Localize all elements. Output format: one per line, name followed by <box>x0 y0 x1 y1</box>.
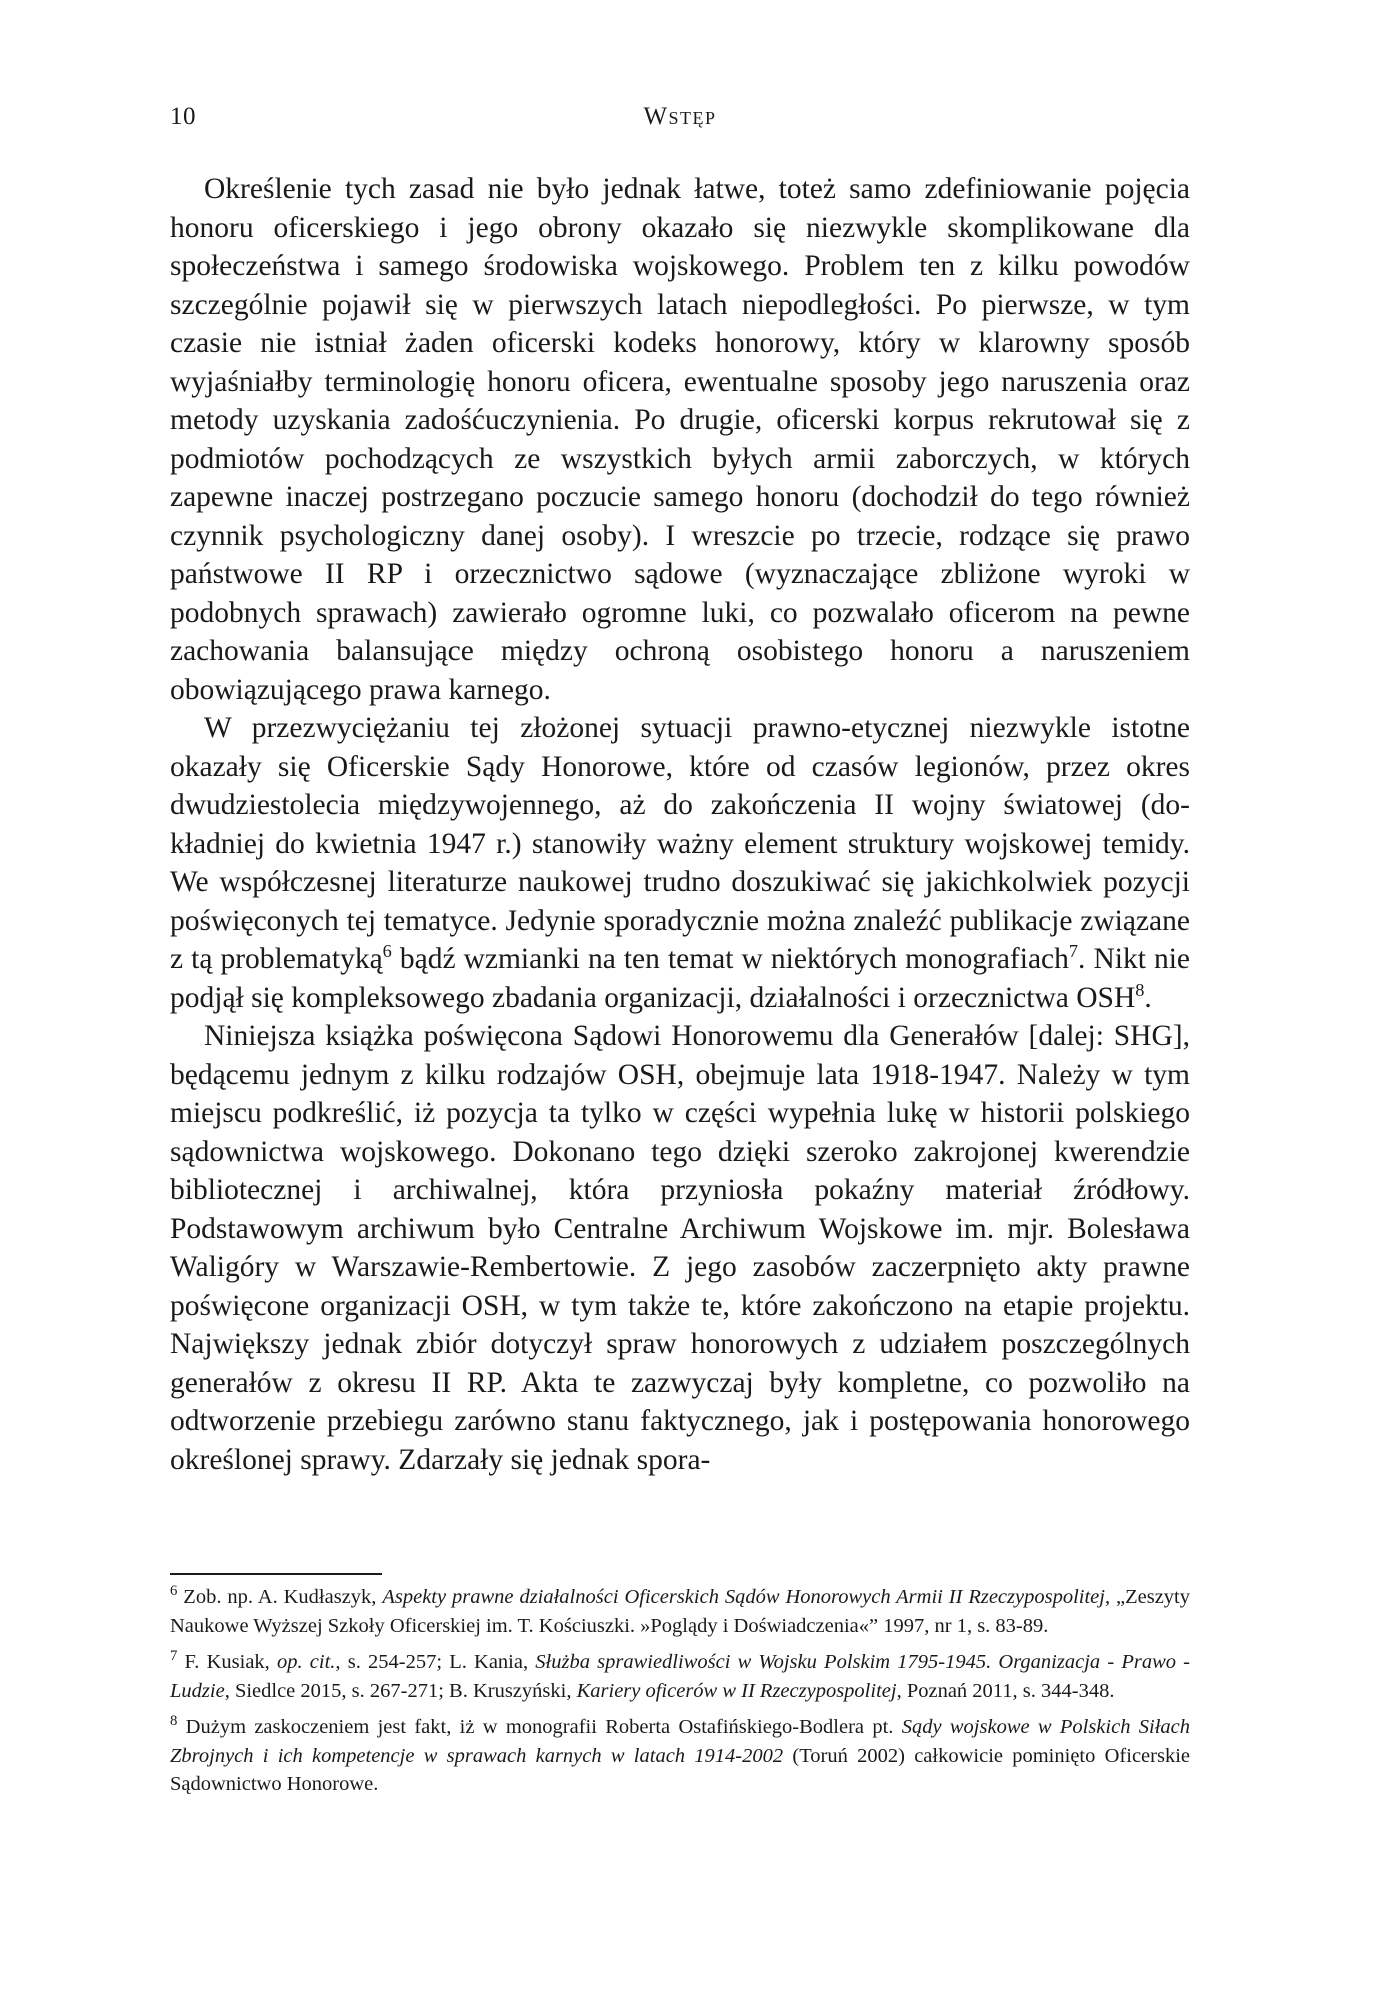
footnote-text: Dużym zaskoczeniem jest fakt, iż w monografii Roberta Ostafińskiego-Bodlera pt. <box>177 1716 902 1738</box>
footnotes <box>170 1583 1190 1807</box>
footnote-title: Służba sprawiedliwości w Wojsku Polskim 1795-1945. Organizacja - Prawo - Ludzie <box>170 1651 1190 1702</box>
footnote-text: , Siedlce 2015, s. 267-271; B. Kruszyński, <box>224 1679 577 1702</box>
paragraph-text: . <box>1144 981 1152 1014</box>
footnote-divider <box>170 1573 382 1575</box>
running-title: Wstęp <box>643 103 717 130</box>
footnote-text: , s. 254-257; L. Kania, <box>335 1651 536 1673</box>
footnote-text: F. Kusiak, <box>177 1651 277 1673</box>
paragraph-1: Określenie tych zasad nie było jednak łatwe, toteż samo zdefiniowanie pojęcia honoru oficerskiego i jego obrony okazało się niezwykle skomplikowane dla społeczeństwa i samego środowiska wojskowego. Problem ten z kilku powodów szczególnie pojawił się w pierwszych latach niepodległości. Po pierwsze, w tym czasie nie istniał żaden oficerski kodeks honorowy, który w klarowny sposób wyjaśniałby terminologię honoru oficera, ewentualne sposoby jego naruszenia oraz metody uzyskania zadośćuczynienia. Po drugie, oficerski korpus rekrutował się z podmiotów pochodzących ze wszystkich byłych armii zaborczych, w których zapewne inaczej postrzegano poczucie samego honoru (dochodził do tego również czynnik psychologiczny danej osoby). I wreszcie po trzecie, rodzące się prawo państwowe II RP i orzecznictwo sądowe (wyznaczające zbliżone wyroki w podobnych sprawach) zawierało ogromne luki, co pozwalało oficerom na pewne zachowania balansujące między ochroną osobistego honoru a naruszeniem obowiązującego prawa karnego. <box>170 173 1190 706</box>
footnote-number: 8 <box>170 1713 178 1730</box>
paragraph-2 <box>170 709 1190 1017</box>
footnote-title: Sądy wojskowe w Polskich Siłach Zbrojnych i ich kompetencje w sprawach karnych w latach 1914-2002 <box>170 1716 1190 1767</box>
footnote-8 <box>170 1713 1190 1799</box>
footnote-number: 7 <box>170 1648 178 1665</box>
footnote-ref: 8 <box>1135 979 1145 1000</box>
footnote-title: Kariery oficerów w II Rzeczypospolitej <box>576 1679 897 1702</box>
footnote-text: Zob. np. A. Kudłaszyk, <box>177 1586 383 1608</box>
footnote-text: , „Zeszyty Naukowe Wyższej Szkoły Oficerskiej im. T. Kościuszki. »Poglądy i Doświadczenia«” 1997, nr 1, s. 83-89. <box>170 1586 1191 1637</box>
footnote-text: (Toruń 2002) całkowicie pominięto Oficerskie Sądownictwo Honorowe. <box>170 1744 1190 1795</box>
footnote-ref: 7 <box>1068 941 1079 962</box>
footnote-7 <box>170 1648 1190 1705</box>
paragraph-text: bądź wzmianki na ten temat w niektórych monografiach <box>391 943 1069 975</box>
footnote-ref: 6 <box>382 941 392 962</box>
footnote-number: 6 <box>170 1583 178 1600</box>
footnote-title: Aspekty prawne działalności Oficerskich Sądów Honorowych Armii II Rzeczypospolitej <box>382 1586 1105 1608</box>
page-header <box>170 103 1190 143</box>
page-number: 10 <box>170 103 196 130</box>
footnote-text: , Poznań 2011, s. 344-348. <box>896 1679 1115 1702</box>
footnote-title: op. cit. <box>277 1651 336 1673</box>
footnote-6 <box>170 1583 1190 1640</box>
paragraph-text: . Nikt nie podjął się kompleksowego zbadania organizacji, działalności i orzecznictwa OSH <box>170 943 1190 1014</box>
paragraph-3: Niniejsza książka poświęcona Sądowi Honorowemu dla Generałów [dalej: SHG], będącemu jednym z kilku rodzajów OSH, obejmuje lata 1918-1947. Należy w tym miejscu podkreślić, iż pozycja ta tylko w części wypełnia lukę w historii polskiego sądownictwa wojskowego. Dokonano tego dzięki szeroko zakrojonej kwerendzie bibliotecznej i archiwalnej, która przyniosła pokaźny materiał źródłowy. Podstawowym archiwum było Centralne Archiwum Wojskowe im. mjr. Bolesława Waligóry w Warszawie-Rembertowie. Z jego zasobów zaczerpnięto akty prawne poświęcone organizacji OSH, w tym także te, które zakończono na etapie projektu. Największy jednak zbiór dotyczył spraw honorowych z udziałem poszczególnych generałów z okresu II RP. Akta te zazwyczaj były kompletne, co pozwoliło na odtworzenie przebiegu zarówno stanu faktycznego, jak i postępowania honorowego określonej sprawy. Zdarzały się jednak spora- <box>170 1020 1190 1476</box>
paragraph-text: W przezwyciężaniu tej złożonej sytuacji prawno-etycznej niezwykle istotne okazały się Oficerskie Sądy Honorowe, które od czasów legionów, przez okres dwudziestolecia międzywojennego, aż do zakończenia II wojny światowej (dokładniej do kwietnia 1947 r.) stanowiły ważny element struktury wojskowej temidy. We współczesnej literaturze naukowej trudno doszukiwać się jakichkolwiek pozycji poświęconych tej tematyce. Jedynie sporadycznie można znaleźć publikacje związane z tą problematyką <box>170 712 1190 975</box>
body-text <box>170 170 1190 1479</box>
